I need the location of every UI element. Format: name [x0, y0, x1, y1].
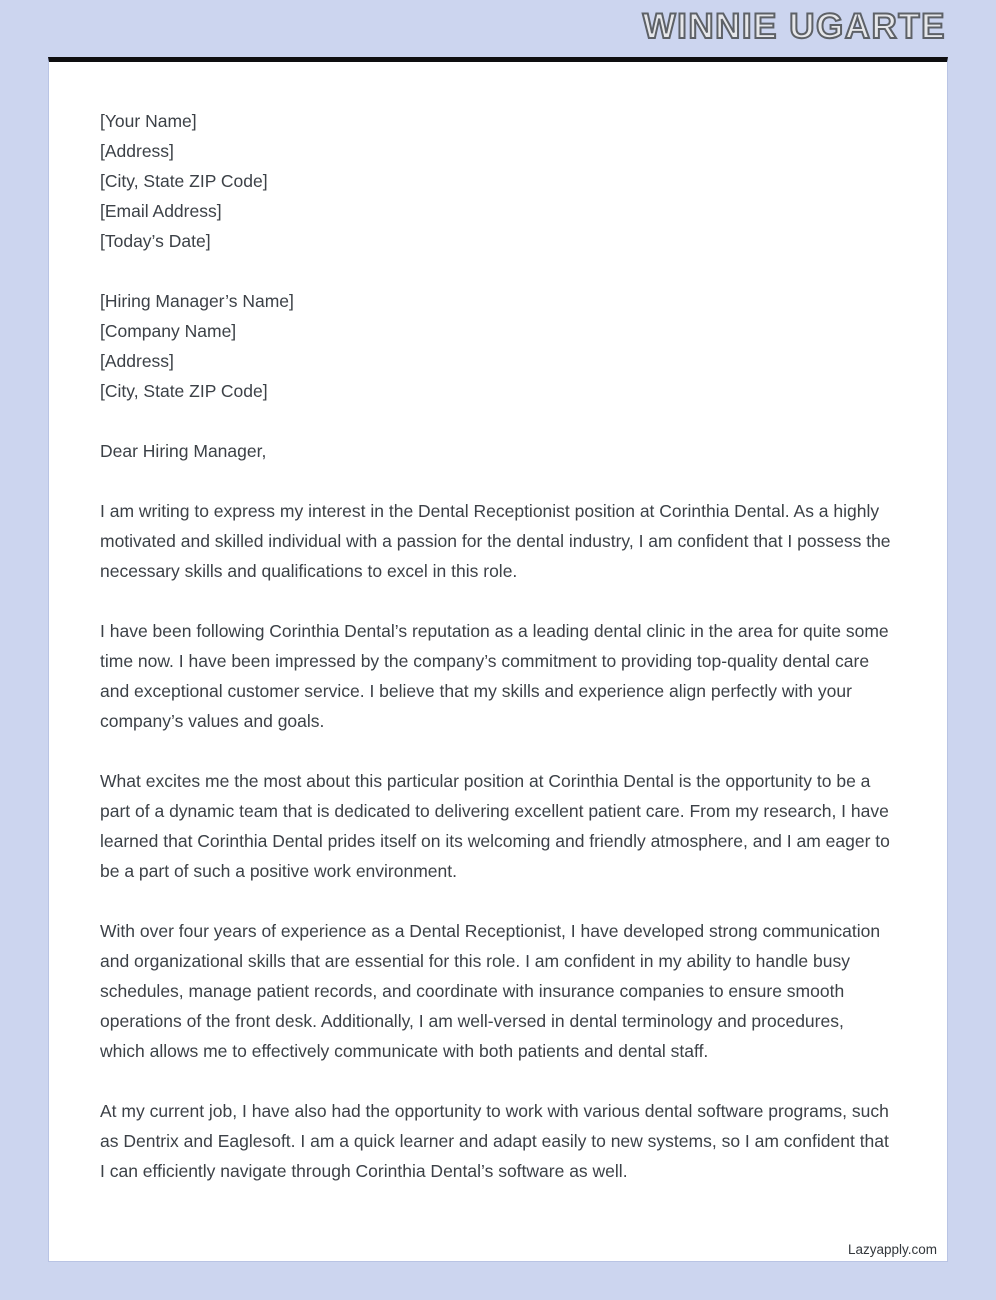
paragraph-4: With over four years of experience as a Dental Receptionist, I have developed strong communication and organizational skills that are essential for this role. I am confident in my ability to handle busy schedules, manage patient records, and coordinate with insurance companies to ensure smooth operations of the front desk. Additionally, I am well-versed in dental terminology and procedures, which allows me to effectively communicate with both patients and dental staff.: [100, 921, 881, 1061]
paragraph-5: At my current job, I have also had the opportunity to work with various dental software programs, such as Dentrix and Eaglesoft. I am a quick learner and adapt easily to new systems, so I am confident that I can efficiently navigate through Corinthia Dental’s software as well.: [100, 1101, 889, 1181]
letter-sheet: [48, 57, 948, 1262]
sender-email-line: [Email Address]: [100, 201, 222, 221]
recipient-city-line: [City, State ZIP Code]: [100, 381, 268, 401]
salutation: Dear Hiring Manager,: [100, 441, 267, 461]
footer-watermark: Lazyapply.com: [847, 1242, 937, 1257]
sender-city-line: [City, State ZIP Code]: [100, 171, 268, 191]
sender-date-line: [Today’s Date]: [100, 231, 211, 251]
paragraph-3: What excites me the most about this particular position at Corinthia Dental is the opportunity to be a part of a dynamic team that is dedicated to delivering excellent patient care. From my research, I have learned that Corinthia Dental prides itself on its welcoming and friendly atmosphere, and I am eager to be a part of such a positive work environment.: [100, 771, 890, 881]
brand-name: WINNIE UGARTE: [642, 7, 946, 46]
paragraph-1: I am writing to express my interest in the Dental Receptionist position at Corinthia Dental. As a highly motivated and skilled individual with a passion for the dental industry, I am confident that I possess the necessary skills and qualifications to excel in this role.: [100, 501, 891, 581]
recipient-company-line: [Company Name]: [100, 321, 237, 341]
recipient-address-line: [Address]: [100, 351, 174, 371]
header: [0, 0, 996, 57]
sender-address-line: [Address]: [100, 141, 174, 161]
sender-block: [100, 106, 893, 256]
recipient-name-line: [Hiring Manager’s Name]: [100, 291, 294, 311]
sender-name-line: [Your Name]: [100, 111, 197, 131]
recipient-block: [100, 286, 893, 406]
paragraph-2: I have been following Corinthia Dental’s reputation as a leading dental clinic in the area for quite some time now. I have been impressed by the company’s commitment to providing top-quality dental care and exceptional customer service. I believe that my skills and experience align perfectly with your company’s values and goals.: [100, 621, 889, 731]
